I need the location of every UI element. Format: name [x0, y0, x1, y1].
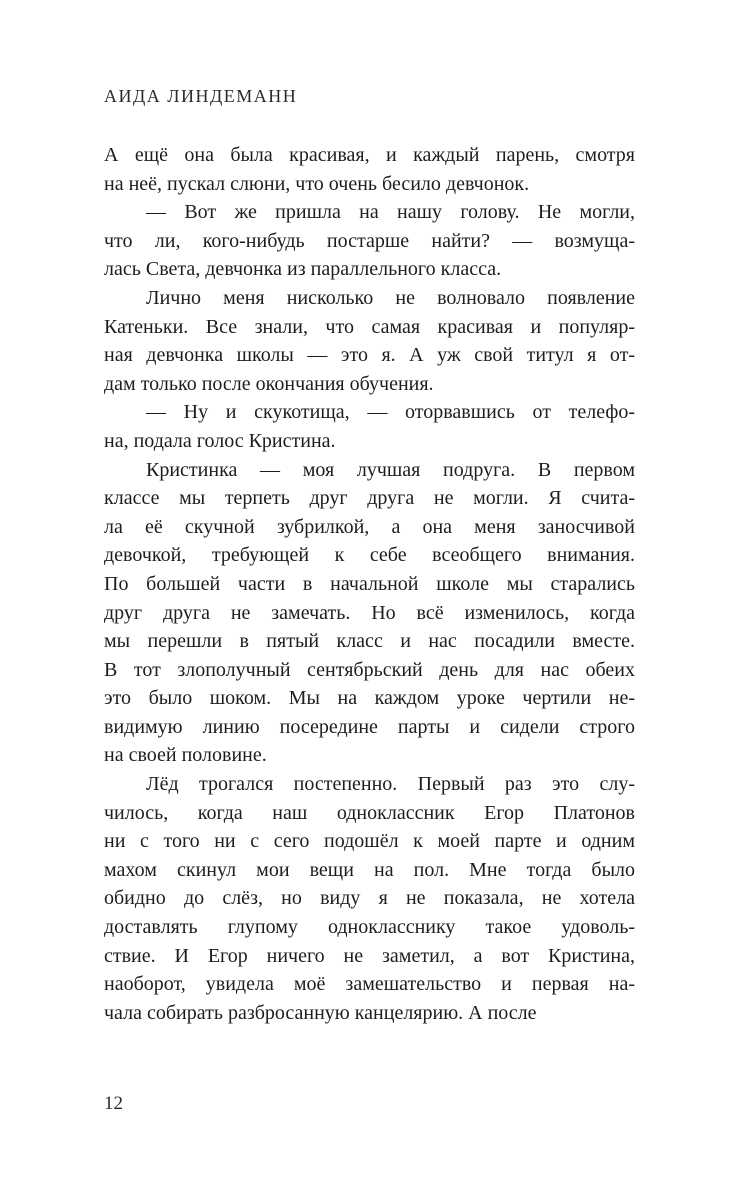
paragraph: [104, 770, 635, 1027]
paragraph: [104, 284, 635, 398]
text-line: на своей половине.: [104, 744, 267, 767]
text-line: дам только после окончания обучения.: [104, 372, 434, 395]
text-line: на неё, пускал слюни, что очень бесило девчонок.: [104, 172, 530, 195]
text-line: лась Света, девчонка из параллельного класса.: [104, 258, 502, 281]
text-line: ла её скучной зубрилкой, а она меня заносчивой: [104, 515, 635, 538]
text-line: обидно до слёз, но виду я не показала, не хотела: [104, 887, 635, 910]
text-line: Кристинка — моя лучшая подруга. В первом: [146, 458, 635, 481]
text-line: наоборот, увидела моё замешательство и первая на-: [104, 973, 635, 996]
text-line: По большей части в начальной школе мы старались: [104, 572, 635, 595]
text-line: друг друга не замечать. Но всё изменилось, когда: [104, 601, 635, 624]
text-line: мы перешли в пятый класс и нас посадили вместе.: [104, 630, 635, 653]
text-line: махом скинул мои вещи на пол. Мне тогда было: [104, 858, 635, 881]
text-line: Лично меня нисколько не волновало появление: [146, 286, 635, 309]
paragraph: [104, 198, 635, 284]
text-line: В тот злополучный сентябрьский день для нас обеих: [104, 658, 635, 681]
text-line: ни с того ни с сего подошёл к моей парте и одним: [104, 830, 635, 853]
paragraph: [104, 141, 635, 198]
running-head-author: АИДА ЛИНДЕМАНН: [104, 86, 298, 106]
text-line: чилось, когда наш одноклассник Егор Платонов: [104, 801, 635, 824]
text-line: на, подала голос Кристина.: [104, 429, 336, 452]
paragraph: [104, 456, 635, 771]
text-line: ная девчонка школы — это я. А уж свой титул я от-: [104, 344, 635, 367]
text-line: классе мы терпеть друг друга не могли. Я счита-: [104, 487, 635, 510]
text-line: Катеньки. Все знали, что самая красивая и популяр-: [104, 315, 635, 338]
text-line: это было шоком. Мы на каждом уроке чертили не-: [104, 687, 635, 710]
page-number: 12: [104, 1093, 123, 1114]
text-line: видимую линию посередине парты и сидели строго: [104, 715, 635, 738]
paragraph: [104, 398, 635, 455]
text-line: доставлять глупому однокласснику такое удоволь-: [104, 916, 635, 939]
text-line: Лёд трогался постепенно. Первый раз это слу-: [146, 773, 635, 796]
text-line: чала собирать разбросанную канцелярию. А после: [104, 1001, 537, 1024]
text-line: — Ну и скукотища, — оторвавшись от телефо-: [146, 401, 635, 424]
body-text: [104, 141, 635, 1027]
text-line: — Вот же пришла на нашу голову. Не могли,: [146, 201, 635, 224]
text-line: девочкой, требующей к себе всеобщего внимания.: [104, 544, 635, 567]
text-line: ствие. И Егор ничего не заметил, а вот Кристина,: [104, 944, 635, 967]
text-line: что ли, кого-нибудь постарше найти? — возмуща-: [104, 229, 635, 252]
text-line: А ещё она была красивая, и каждый парень, смотря: [104, 144, 635, 166]
